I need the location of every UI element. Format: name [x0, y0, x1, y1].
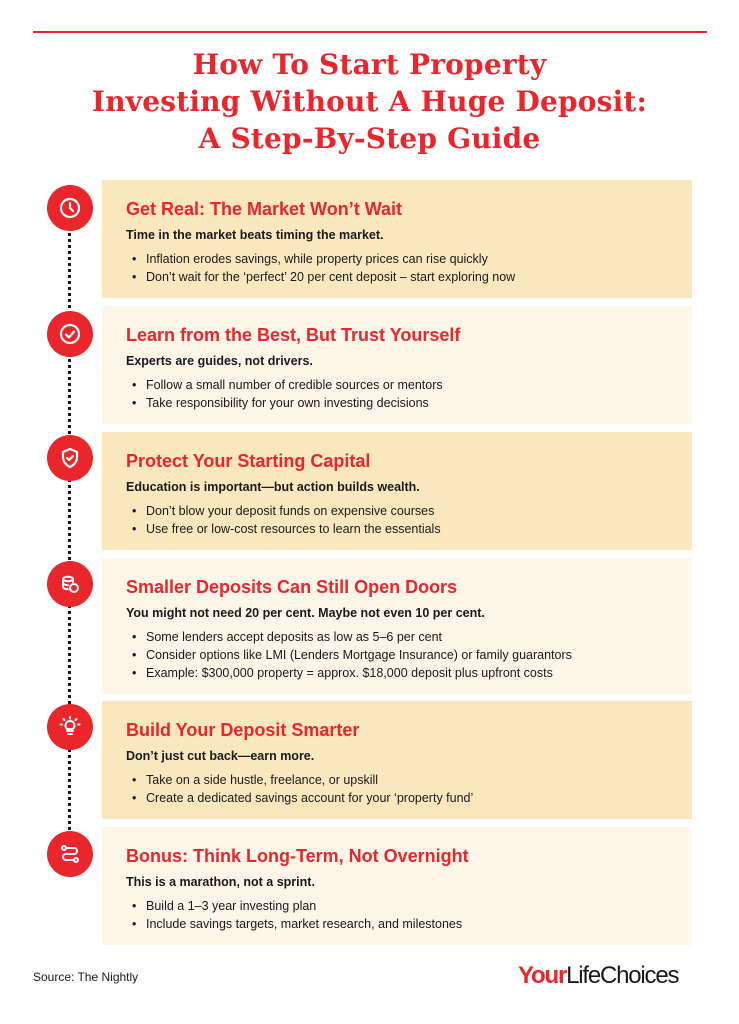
brand-logo — [518, 962, 678, 990]
bullet-list — [126, 250, 668, 286]
list-item: • Build a 1–3 year investing plan — [132, 897, 668, 915]
bullet-list — [126, 376, 668, 412]
step-heading: Get Real: The Market Won’t Wait — [126, 199, 403, 219]
step-subheading: You might not need 20 per cent. Maybe not even 10 per cent. — [126, 606, 485, 620]
step-card-5 — [102, 701, 692, 819]
list-item: • Some lenders accept deposits as low as 5–6 per cent — [132, 628, 668, 646]
list-item: • Follow a small number of credible sources or mentors — [132, 376, 668, 394]
step-subheading: Don’t just cut back—earn more. — [126, 749, 315, 763]
step-subheading: Education is important—but action builds wealth. — [126, 480, 420, 494]
step-card-4 — [102, 558, 692, 694]
logo-part-lifechoices: LifeChoices — [566, 962, 679, 989]
list-item: • Create a dedicated savings account for your ‘property fund’ — [132, 789, 668, 807]
clock-icon — [47, 185, 93, 231]
list-item: • Take responsibility for your own investing decisions — [132, 394, 668, 412]
list-item: • Example: $300,000 property = approx. $18,000 deposit plus upfront costs — [132, 664, 668, 682]
shield-icon — [47, 435, 93, 481]
bullet-list — [126, 628, 668, 682]
bullet-list — [126, 771, 668, 807]
bullet-list — [126, 502, 668, 538]
timeline-dotted-line — [68, 208, 71, 848]
list-item: • Don’t wait for the ‘perfect’ 20 per cent deposit – start exploring now — [132, 268, 668, 286]
step-heading: Build Your Deposit Smarter — [126, 720, 360, 740]
list-item: • Consider options like LMI (Lenders Mortgage Insurance) or family guarantors — [132, 646, 668, 664]
bullet-list — [126, 897, 668, 933]
title-line-1: How To Start Property — [192, 48, 547, 81]
step-heading: Bonus: Think Long-Term, Not Overnight — [126, 846, 469, 866]
title-line-3: A Step-By-Step Guide — [198, 122, 541, 155]
source-credit: Source: The Nightly — [33, 970, 139, 984]
lightbulb-icon — [47, 704, 93, 750]
step-subheading: Time in the market beats timing the market. — [126, 228, 384, 242]
list-item: • Inflation erodes savings, while property prices can rise quickly — [132, 250, 668, 268]
step-heading: Learn from the Best, But Trust Yourself — [126, 325, 461, 345]
check-circle-icon — [47, 311, 93, 357]
list-item: • Include savings targets, market research, and milestones — [132, 915, 668, 933]
list-item: • Take on a side hustle, freelance, or upskill — [132, 771, 668, 789]
step-subheading: This is a marathon, not a sprint. — [126, 875, 315, 889]
list-item: • Use free or low-cost resources to learn the essentials — [132, 520, 668, 538]
step-card-2 — [102, 306, 692, 424]
step-heading: Protect Your Starting Capital — [126, 451, 371, 471]
step-subheading: Experts are guides, not drivers. — [126, 354, 313, 368]
top-divider — [33, 31, 707, 33]
logo-part-your: Your — [518, 962, 567, 989]
step-card-6 — [102, 827, 692, 945]
list-item: • Don’t blow your deposit funds on expensive courses — [132, 502, 668, 520]
route-icon — [47, 831, 93, 877]
step-card-1 — [102, 180, 692, 298]
step-heading: Smaller Deposits Can Still Open Doors — [126, 577, 458, 597]
coins-icon — [47, 561, 93, 607]
title-line-2: Investing Without A Huge Deposit: — [91, 85, 648, 118]
page-title — [0, 46, 739, 157]
step-card-3 — [102, 432, 692, 550]
